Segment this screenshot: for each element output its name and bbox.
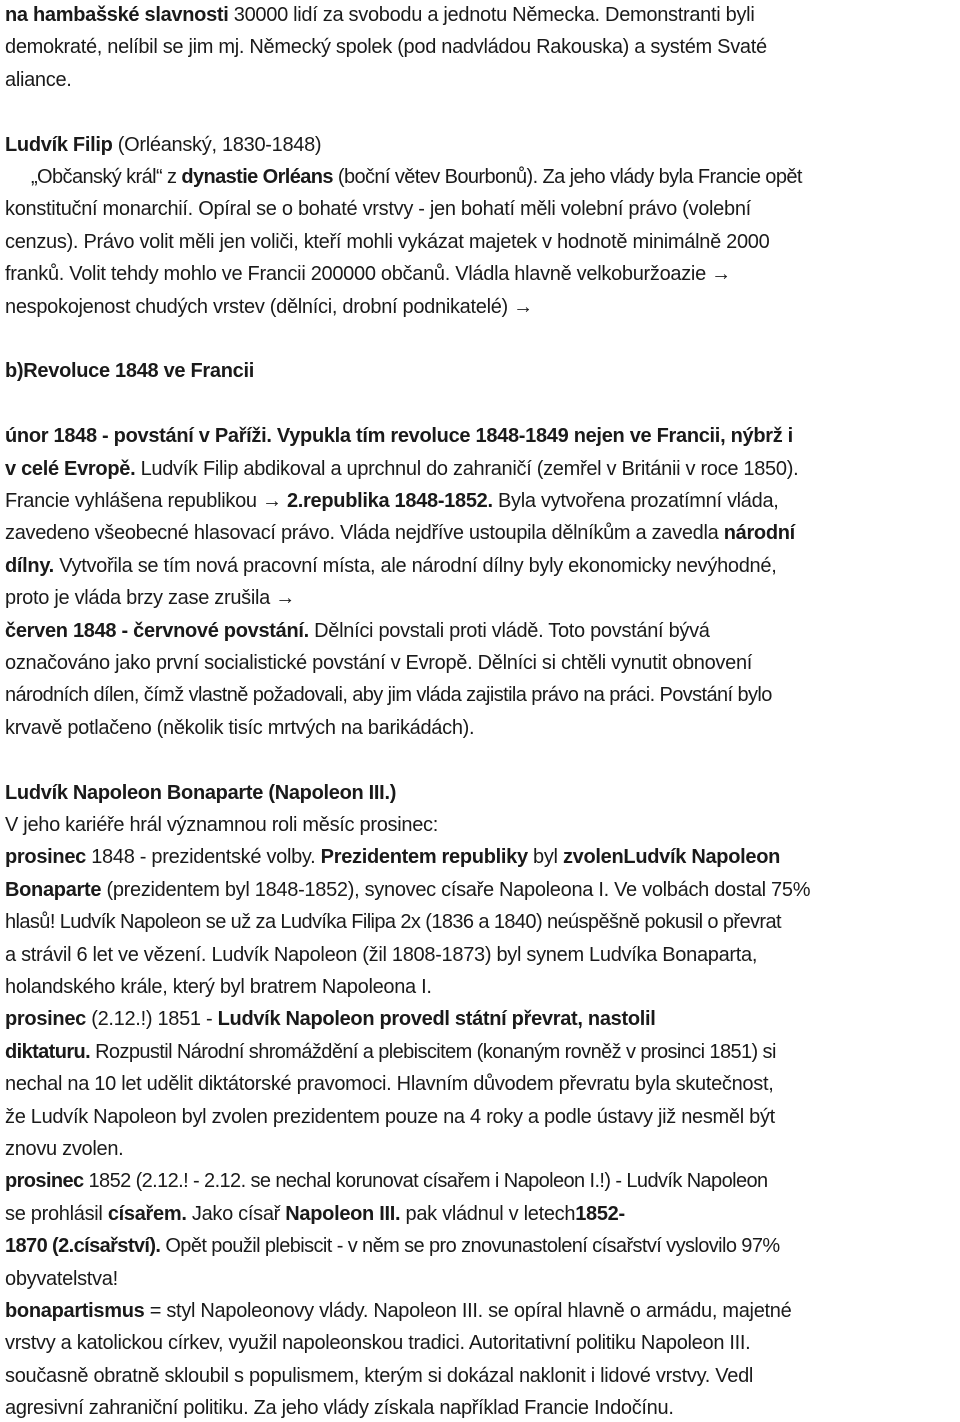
text-run: znovu zvolen. bbox=[5, 1138, 124, 1160]
text-line bbox=[5, 618, 710, 644]
bold-text: v celé Evropě. bbox=[5, 457, 136, 480]
text-run: 1852 (2.12.! - 2.12. se nechal korunovat císařem i Napoleon I.!) - Ludvík Napoleon bbox=[83, 1170, 768, 1193]
text-line bbox=[5, 942, 757, 968]
text-run: zavedeno všeobecné hlasovací právo. Vláda nejdříve ustoupila dělníkům a zavedla bbox=[5, 522, 724, 545]
text-run: (2.12.!) 1851 - bbox=[85, 1008, 218, 1031]
bold-text: hambašské slavnosti bbox=[33, 4, 229, 26]
text-line bbox=[5, 261, 731, 287]
bold-text: prosinec bbox=[5, 1008, 86, 1031]
bold-text: Bonaparte bbox=[5, 878, 102, 901]
text-line bbox=[5, 585, 295, 611]
text-run: a strávil 6 let ve vězení. Ludvík Napoleon (žil 1808-1873) byl synem Ludvíka Bonaparta, bbox=[5, 943, 758, 966]
bold-text: diktaturu. bbox=[5, 1040, 91, 1063]
text-line bbox=[5, 1298, 791, 1324]
text-line bbox=[5, 67, 72, 93]
text-line bbox=[5, 1395, 674, 1421]
text-line bbox=[5, 456, 798, 482]
text-line bbox=[5, 715, 474, 741]
text-line bbox=[5, 520, 795, 546]
text-run: že Ludvík Napoleon byl zvolen prezidentem pouze na 4 roky a podle ústavy již nesměl být bbox=[5, 1105, 775, 1128]
bold-text: 2.republika 1848-1852. bbox=[286, 490, 493, 512]
text-run: cenzus). Právo volit měli jen voliči, kteří mohli vykázat majetek v hodnotě minimálně 2000 bbox=[5, 230, 770, 253]
text-run: (Orléanský, 1830-1848) bbox=[112, 133, 322, 156]
bold-text: na bbox=[5, 4, 33, 26]
text-run: krvavě potlačeno (několik tisíc mrtvých na barikádách). bbox=[5, 716, 475, 739]
text-run: Jako císař bbox=[186, 1202, 286, 1225]
text-run: obyvatelstva! bbox=[5, 1267, 118, 1290]
text-line bbox=[5, 1168, 768, 1194]
text-run: Dělníci povstali proti vládě. Toto povstání bývá bbox=[308, 619, 710, 642]
text-line bbox=[5, 423, 793, 449]
text-run: = styl Napoleonovy vlády. Napoleon III. se opíral hlavně o armádu, majetné bbox=[144, 1300, 792, 1322]
text-line bbox=[5, 294, 533, 320]
text-run: hlasů! Ludvík Napoleon se už za Ludvíka Filipa 2x (1836 a 1840) neúspěšně pokusil o převrat bbox=[5, 911, 781, 934]
text-line bbox=[5, 1233, 780, 1259]
text-run: byl bbox=[527, 846, 563, 869]
bold-text: Prezidentem republiky bbox=[320, 846, 528, 869]
text-line bbox=[5, 132, 321, 158]
bold-text: císařem. bbox=[107, 1202, 187, 1225]
bold-text: červen 1848 - červnové povstání. bbox=[5, 619, 309, 642]
text-run: proto je vláda brzy zase zrušila → bbox=[5, 587, 295, 610]
text-line bbox=[5, 229, 769, 255]
text-run: V jeho kariéře hrál významnou roli měsíc prosinec: bbox=[5, 814, 438, 836]
bold-text: dílny. bbox=[5, 554, 54, 577]
text-line bbox=[5, 812, 438, 838]
text-line bbox=[5, 1136, 123, 1162]
text-run: Ludvík Filip abdikoval a uprchnul do zahraničí (zemřel v Británii v roce 1850). bbox=[135, 457, 799, 480]
text-run: Opět použil plebiscit - v něm se pro znovunastolení císařství vyslovilo 97% bbox=[160, 1235, 780, 1258]
text-line bbox=[5, 1330, 750, 1356]
text-run: pak vládnul v letech bbox=[400, 1202, 576, 1225]
text-run: „Občanský král“ z bbox=[31, 166, 182, 188]
text-line bbox=[5, 553, 776, 579]
text-line bbox=[5, 1071, 773, 1097]
text-line bbox=[5, 2, 754, 28]
text-run: holandského krále, který byl bratrem Napoleona I. bbox=[5, 976, 432, 998]
text-run: konstituční monarchií. Opíral se o bohaté vrstvy - jen bohatí měli volební právo (volební bbox=[5, 198, 751, 221]
text-run: 30000 lidí za svobodu a jednotu Německa. Demonstranti byli bbox=[228, 4, 755, 26]
text-line bbox=[5, 909, 781, 935]
text-run: Francie vyhlášena republikou → bbox=[5, 490, 287, 512]
bold-text: bonapartismus bbox=[5, 1300, 145, 1322]
text-line bbox=[5, 34, 767, 60]
text-line bbox=[5, 650, 752, 676]
text-run: nechal na 10 let udělit diktátorské pravomoci. Hlavním důvodem převratu byla skutečnost, bbox=[5, 1073, 774, 1096]
text-run: se prohlásil bbox=[5, 1202, 108, 1225]
text-line bbox=[5, 1006, 656, 1032]
bold-text: dynastie Orléans bbox=[181, 166, 333, 188]
text-line bbox=[5, 877, 810, 903]
text-line bbox=[5, 1104, 775, 1130]
text-run: národních dílen, čímž vlastně požadovali, aby jim vláda zajistila právo na práci. Povstání bylo bbox=[5, 684, 772, 707]
text-run: označováno jako první socialistické povstání v Evropě. Dělníci si chtěli vynutit obnovení bbox=[5, 652, 753, 674]
text-line bbox=[5, 1201, 625, 1227]
text-line bbox=[31, 164, 802, 190]
text-run: Vytvořila se tím nová pracovní místa, ale národní dílny byly ekonomicky nevýhodné, bbox=[53, 554, 777, 577]
text-run: Rozpustil Národní shromáždění a plebiscitem (konaným rovněž v prosinci 1851) si bbox=[90, 1040, 776, 1063]
text-line bbox=[5, 1363, 753, 1389]
text-line bbox=[5, 196, 751, 222]
bold-text: zvolenLudvík Napoleon bbox=[562, 846, 781, 869]
text-line bbox=[5, 1039, 776, 1065]
bold-text: Napoleon III. bbox=[285, 1202, 401, 1225]
text-run: demokraté, nelíbil se jim mj. Německý spolek (pod nadvládou Rakouska) a systém Svaté bbox=[5, 36, 767, 59]
text-run: franků. Volit tehdy mohlo ve Francii 200000 občanů. Vládla hlavně velkoburžoazie → bbox=[5, 263, 731, 286]
text-run: agresivní zahraniční politiku. Za jeho vlády získala například Francie Indočínu. bbox=[5, 1397, 674, 1420]
text-line bbox=[5, 682, 772, 708]
bold-text: b)Revoluce 1848 ve Francii bbox=[5, 360, 254, 383]
text-line bbox=[5, 780, 396, 806]
bold-text: prosinec bbox=[5, 1170, 84, 1193]
bold-text: prosinec bbox=[5, 846, 86, 869]
text-line bbox=[5, 844, 780, 870]
text-line bbox=[5, 358, 254, 384]
bold-text: národní bbox=[723, 522, 795, 545]
bold-text: únor 1848 - povstání v Paříži. Vypukla tím revoluce 1848-1849 nejen ve Francii, nýbrž i bbox=[5, 425, 793, 448]
text-run: (prezidentem byl 1848-1852), synovec císaře Napoleona I. Ve volbách dostal 75% bbox=[101, 878, 811, 901]
text-run: vrstvy a katolickou církev, využil napoleonskou tradici. Autoritativní politiku Napoleon III. bbox=[5, 1332, 751, 1355]
bold-text: Ludvík Filip bbox=[5, 133, 113, 156]
text-run: 1848 - prezidentské volby. bbox=[85, 846, 321, 869]
text-run: současně obratně skloubil s populismem, kterým si dokázal naklonit i lidové vrstvy. Vedl bbox=[5, 1364, 754, 1387]
text-run: aliance. bbox=[5, 68, 72, 91]
text-run: Byla vytvořena prozatímní vláda, bbox=[492, 490, 779, 512]
bold-text: Ludvík Napoleon Bonaparte (Napoleon III.) bbox=[5, 781, 397, 804]
text-run: nespokojenost chudých vrstev (dělníci, drobní podnikatelé) → bbox=[5, 295, 533, 318]
bold-text: 1870 (2.císařství). bbox=[5, 1235, 161, 1258]
text-line bbox=[5, 488, 779, 514]
bold-text: Ludvík Napoleon provedl státní převrat, nastolil bbox=[217, 1008, 656, 1031]
text-run: (boční větev Bourbonů). Za jeho vlády byla Francie opět bbox=[332, 166, 802, 188]
text-line bbox=[5, 1266, 118, 1292]
text-line bbox=[5, 974, 432, 1000]
bold-text: 1852- bbox=[575, 1202, 625, 1225]
